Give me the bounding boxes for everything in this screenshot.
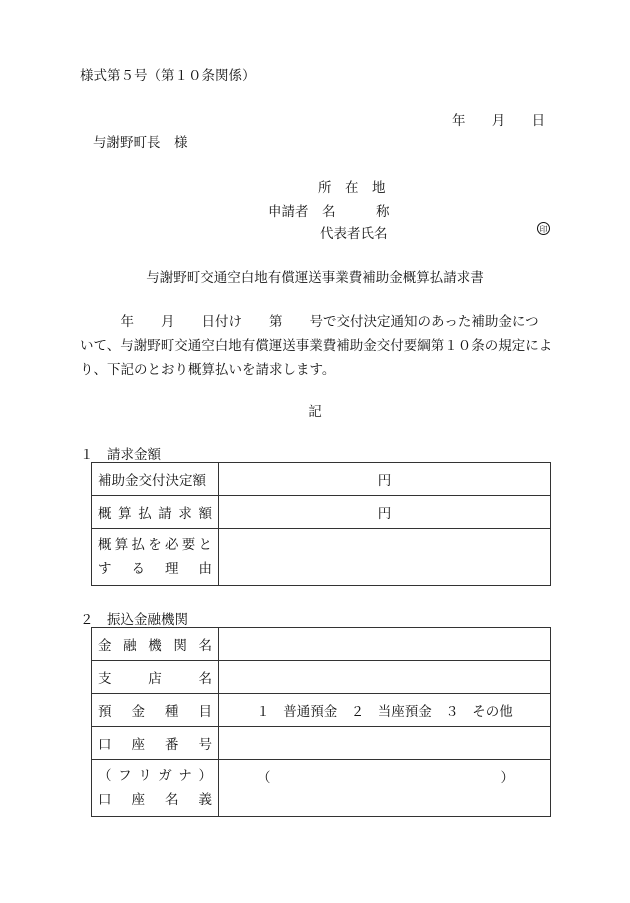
deposit-type-options[interactable]: １ 普通預金 ２ 当座預金 ３ その他 <box>219 694 551 727</box>
table-row <box>92 760 551 817</box>
amount-table <box>91 462 551 586</box>
table-row <box>92 463 551 496</box>
request-amount-label: 概 算 払 請 求 額 <box>92 496 219 529</box>
section1-heading: １ 請求金額 <box>80 447 161 463</box>
applicant-label: 申請者 <box>268 204 309 220</box>
date-year: 年 <box>452 113 466 129</box>
body-text <box>80 310 553 382</box>
body-line: 年 月 日付け 第 号で交付決定通知のあった補助金につ <box>80 314 539 330</box>
deposit-type-label: 預 金 種 目 <box>92 694 219 727</box>
date-line <box>452 109 545 129</box>
representative-label: 代表者氏名 <box>320 226 388 242</box>
yen-unit: 円 <box>377 506 392 522</box>
address-label: 所 在 地 <box>318 180 386 196</box>
section2-heading: ２ 振込金融機関 <box>80 612 188 628</box>
date-day: 日 <box>531 113 546 129</box>
table-row <box>92 727 551 760</box>
furigana-paren-close: ） <box>500 770 514 786</box>
addressee: 与謝野町長 様 <box>93 135 188 151</box>
decision-amount-field[interactable] <box>219 463 551 496</box>
bank-table <box>91 627 551 817</box>
body-line: いて、与謝野町交通空白地有償運送事業費補助金交付要綱第１０条の規定によ <box>80 338 553 354</box>
account-number-label: 口 座 番 号 <box>92 727 219 760</box>
furigana-paren-open: （ <box>257 770 271 786</box>
table-row <box>92 694 551 727</box>
reason-field[interactable] <box>219 529 551 586</box>
branch-name-field[interactable] <box>219 661 551 694</box>
branch-name-label: 支 店 名 <box>92 661 219 694</box>
name-label: 名 称 <box>322 204 390 220</box>
table-row <box>92 628 551 661</box>
account-number-field[interactable] <box>219 727 551 760</box>
applicant-block <box>0 176 630 246</box>
account-holder-field[interactable] <box>219 760 551 817</box>
seal-mark: 印 <box>537 222 550 235</box>
table-row <box>92 661 551 694</box>
request-amount-field[interactable] <box>219 496 551 529</box>
table-row <box>92 496 551 529</box>
account-holder-label: （ フ リ ガ ナ ） 口 座 名 義 <box>92 760 219 817</box>
bank-name-label: 金 融 機 関 名 <box>92 628 219 661</box>
ki-heading: 記 <box>308 404 322 420</box>
date-month: 月 <box>491 113 506 129</box>
form-number: 様式第５号（第１０条関係） <box>80 68 256 84</box>
body-line: り、下記のとおり概算払いを請求します。 <box>80 362 336 378</box>
table-row <box>92 529 551 586</box>
bank-name-field[interactable] <box>219 628 551 661</box>
document-title: 与謝野町交通空白地有償運送事業費補助金概算払請求書 <box>146 270 484 286</box>
yen-unit: 円 <box>377 473 392 489</box>
reason-label: 概 算 払 を 必 要 と す る 理 由 <box>92 529 219 586</box>
decision-amount-label: 補助金交付決定額 <box>92 463 219 496</box>
